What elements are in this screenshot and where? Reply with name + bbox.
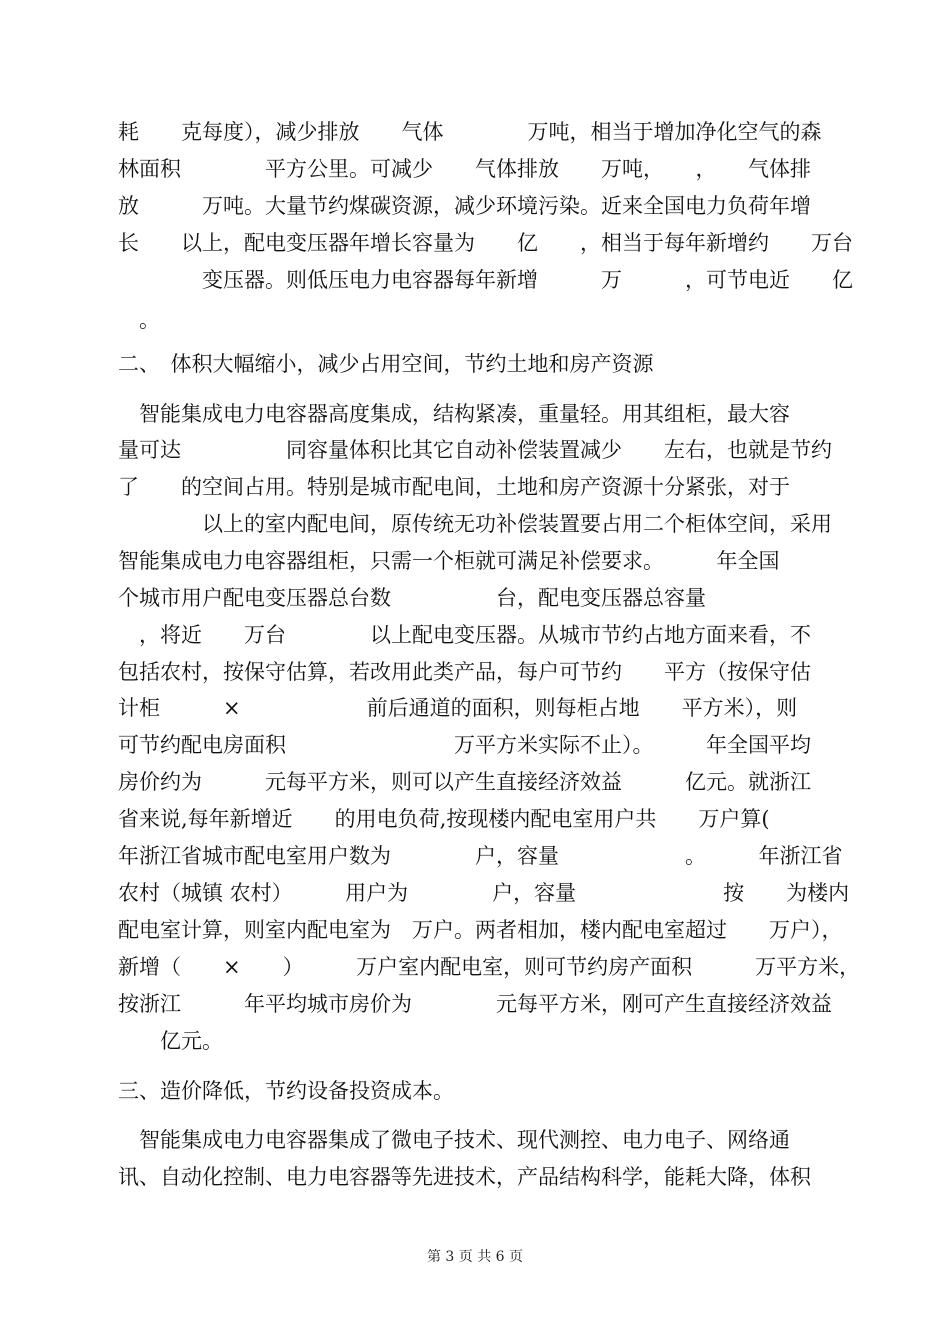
text-line: 农村（城镇 农村） 用户为 户，容量 按 为楼内 xyxy=(118,881,850,905)
text-line: 可节约配电房面积 万平方米实际不止）。 年全国平均 xyxy=(118,733,811,757)
text-line: 年浙江省城市配电室用户数为 户，容量 。 年浙江省 xyxy=(118,844,843,868)
text-line: 林面积 平方公里。可减少 气体排放 万吨， ， 气体排 xyxy=(118,157,811,181)
section-heading: 二、 体积大幅缩小，减少占用空间，节约土地和房产资源 xyxy=(118,352,654,376)
text-line: 智能集成电力电容器组柜，只需一个柜就可满足补偿要求。 年全国 xyxy=(118,549,780,573)
text-line: 房价约为 元每平方米，则可以产生直接经济效益 亿元。就浙江 xyxy=(118,770,811,794)
text-line: 省来说,每年新增近 的用电负荷,按现楼内配电室用户共 万户算( xyxy=(118,807,770,831)
text-line: 量可达 同容量体积比其它自动补偿装置减少 左右，也就是节约 xyxy=(118,438,832,462)
text-line: 智能集成电力电容器高度集成，结构紧凑，重量轻。用其组柜，最大容 xyxy=(118,402,790,426)
text-line: 讯、自动化控制、电力电容器等先进技术，产品结构科学，能耗大降，体积 xyxy=(118,1165,811,1189)
text-line: 了 的空间占用。特别是城市配电间，土地和房产资源十分紧张，对于 xyxy=(118,475,790,499)
text-line: 亿元。 xyxy=(118,1029,223,1053)
text-line: 按浙江 年平均城市房价为 元每平方米，刚可产生直接经济效益 xyxy=(118,992,832,1016)
text-line: 配电室计算，则室内配电室为 万户。两者相加，楼内配电室超过 万户）， xyxy=(118,918,843,942)
text-line: 个城市用户配电变压器总台数 台，配电变压器总容量 xyxy=(118,586,706,610)
text-line: 长 以上，配电变压器年增长容量为 亿 ，相当于每年新增约 万台 xyxy=(118,231,853,255)
text-line: 以上的室内配电间，原传统无功补偿装置要占用二个柜体空间，采用 xyxy=(118,512,832,536)
page-footer: 第 3 页 共 6 页 xyxy=(426,1249,524,1265)
text-line: 计柜 × 前后通道的面积，则每柜占地 平方米），则 xyxy=(118,696,798,720)
text-line: 新增（ × ） 万户室内配电室，则可节约房产面积 万平方米， xyxy=(118,955,861,979)
text-line: 智能集成电力电容器集成了微电子技术、现代测控、电力电子、网络通 xyxy=(118,1128,790,1152)
text-line: 耗 克每度），减少排放 气体 万吨，相当于增加净化空气的森 xyxy=(118,120,822,144)
text-line: ，将近 万台 以上配电变压器。从城市节约占地方面来看，不 xyxy=(118,623,811,647)
section-heading: 三、造价降低，节约设备投资成本。 xyxy=(118,1079,454,1103)
text-line: 变压器。则低压电力电容器每年新增 万 ，可节电近 亿 xyxy=(118,268,853,292)
text-line: 放 万吨。大量节约煤碳资源，减少环境污染。近来全国电力负荷年增 xyxy=(118,194,811,218)
text-line: 。 xyxy=(118,308,160,332)
text-line: 包括农村，按保守估算，若改用此类产品，每户可节约 平方（按保守估 xyxy=(118,660,811,684)
